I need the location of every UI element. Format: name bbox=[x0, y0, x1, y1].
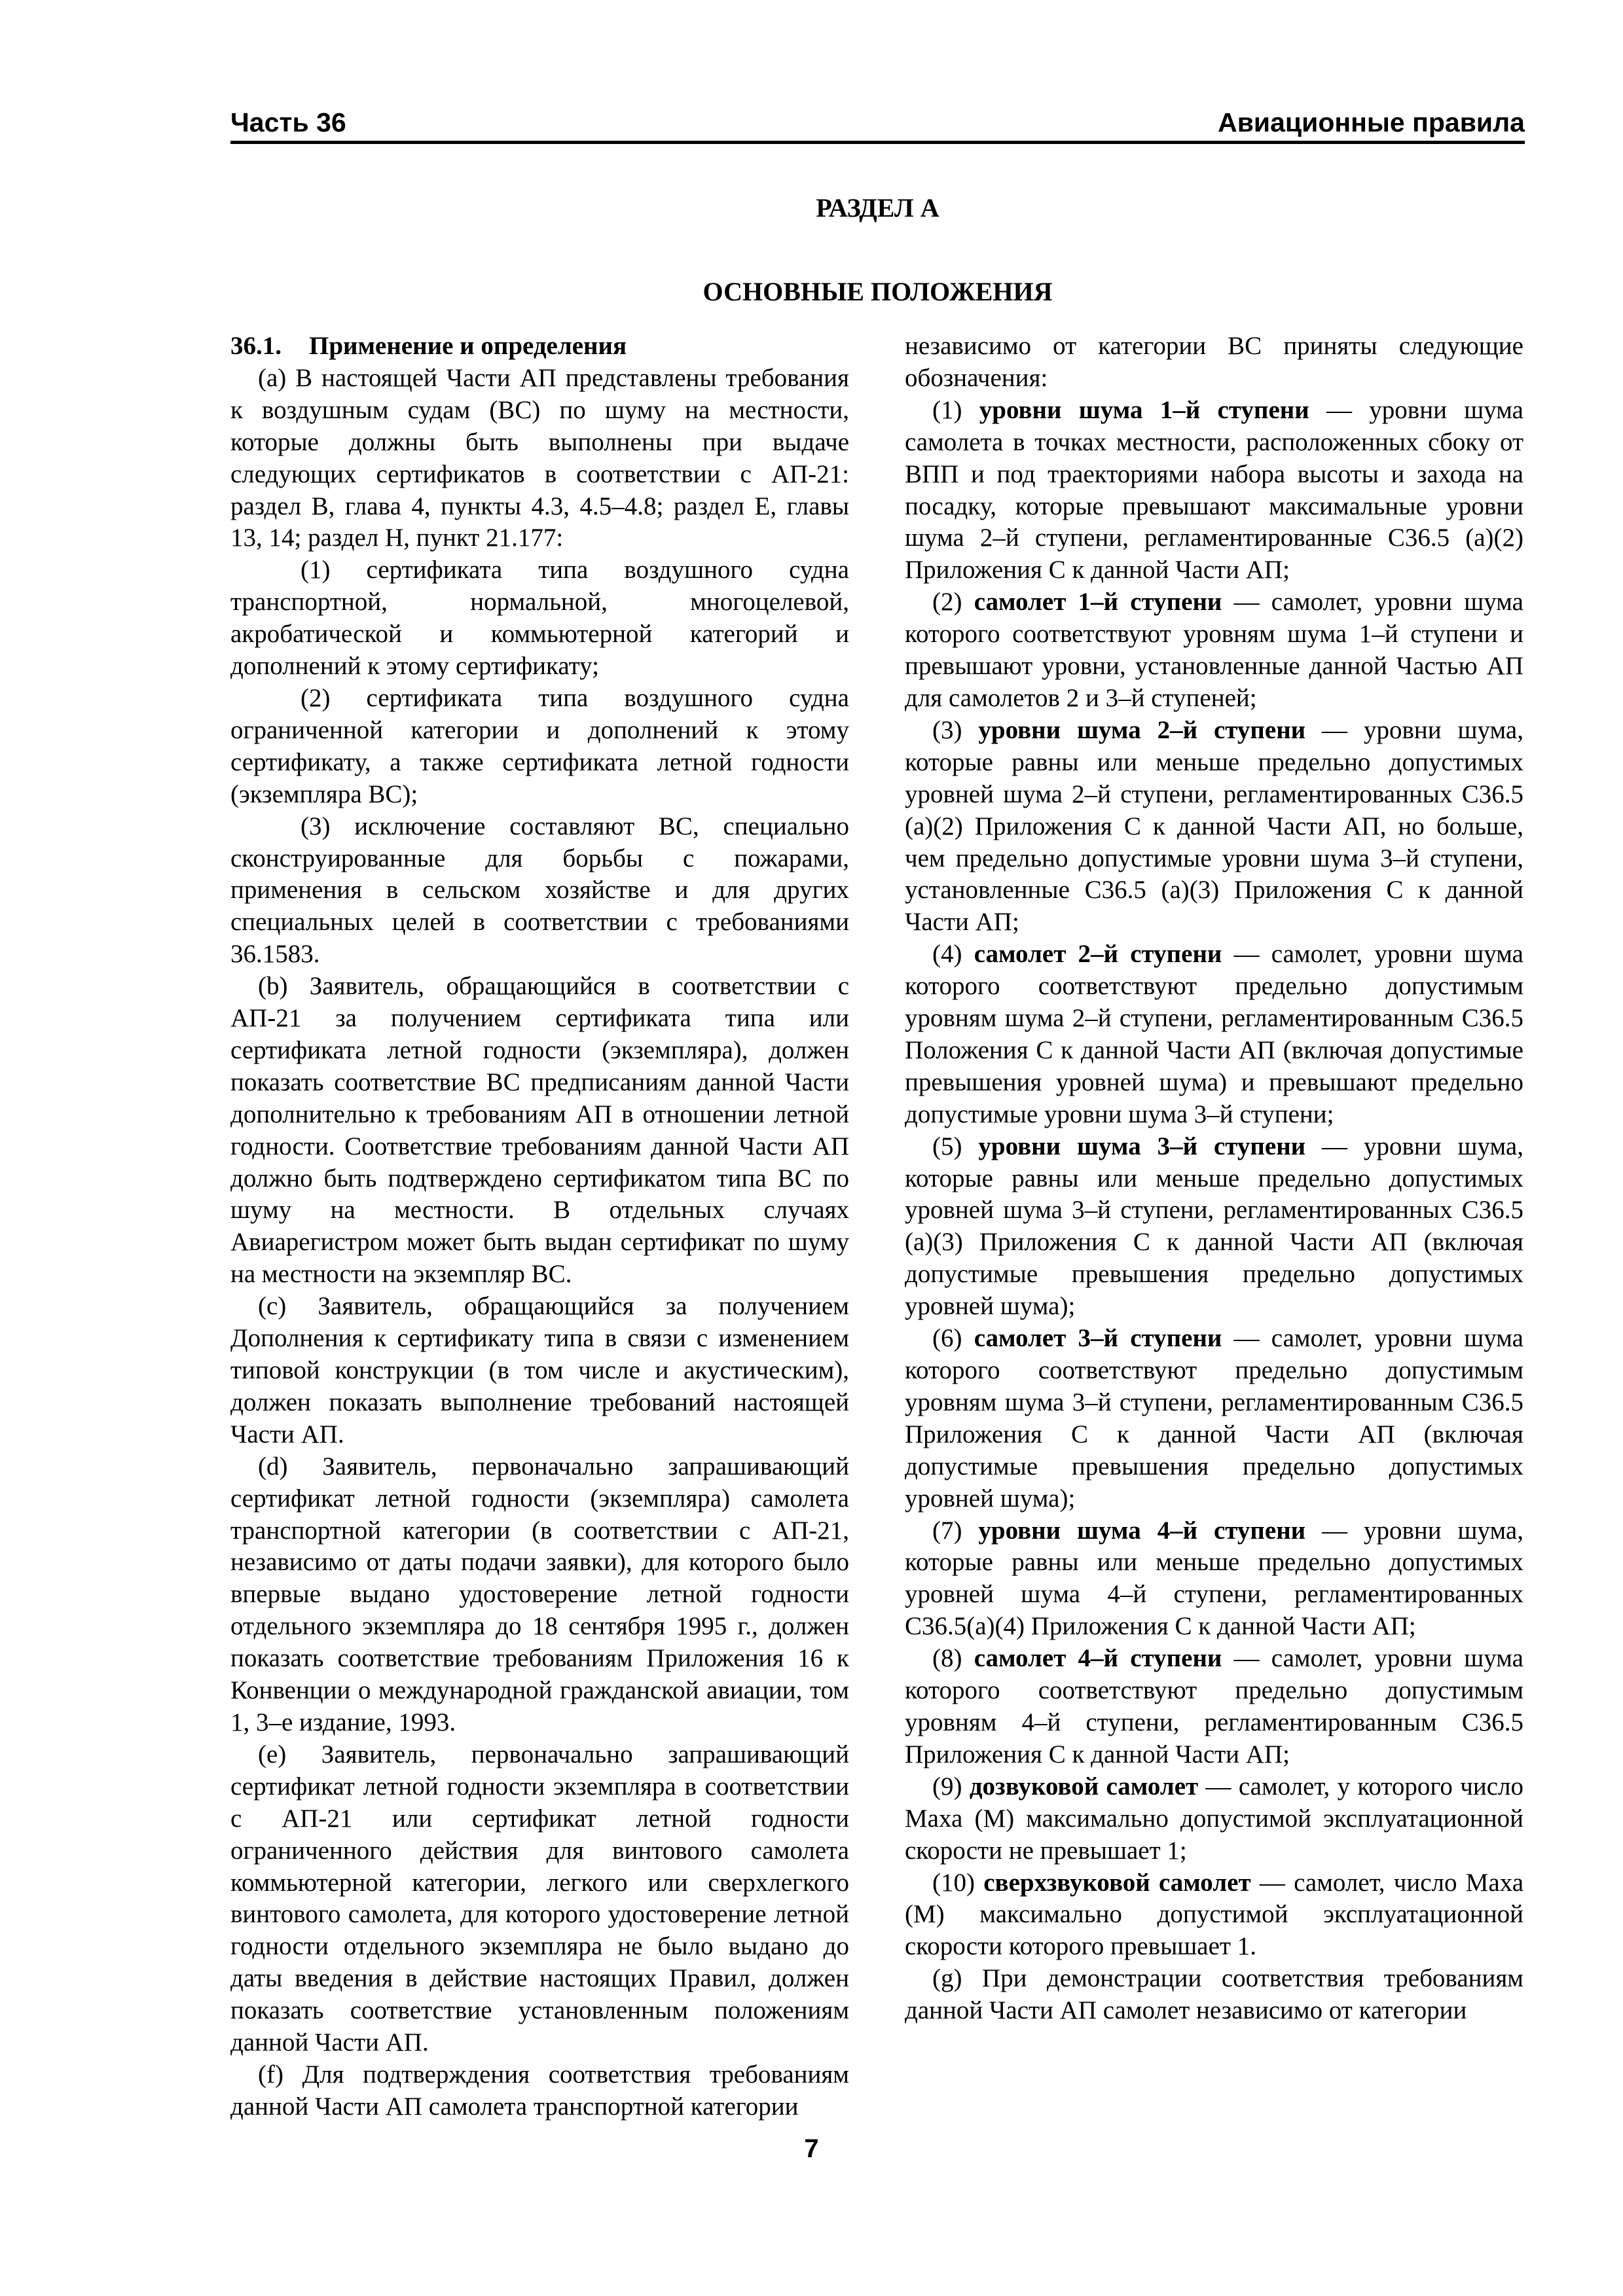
paragraph-b: (b) Заявитель, обращающийся в соответствии с АП-21 за получением сертификата типа или сертификата летной годности (экземпляра), должен показать соответствие ВС предписаниям данной Части дополнительно к требованиям АП в отношении летной годности. Соответствие требованиям данной Части АП должно быть подтверждено сертификатом типа ВС по шуму на местности. В отдельных случаях Авиарегистром может быть выдан сертификат по шуму на местности на экземпляр ВС. bbox=[230, 972, 849, 1289]
paragraph-a1: (1) сертификата типа воздушного судна транспортной, нормальной, многоцелевой, акробатической и коммьютерной категорий и дополнений к этому сертификату; bbox=[230, 556, 849, 681]
definition-text: — уровни шума, которые равны или меньше предельно допустимых уровней шума 4–й ступени, регламентированных С36.5(а)(4) Приложения С к данной Части АП; bbox=[905, 1516, 1523, 1641]
section-heading bbox=[230, 190, 1525, 352]
definition-text: — самолет, у которого число Маха (М) максимально допустимой эксплуатационной скорости не превышает 1; bbox=[905, 1772, 1523, 1865]
definition-number: (9) bbox=[932, 1772, 970, 1801]
header-part-label: Часть 36 bbox=[230, 107, 346, 137]
definition-text: — уровни шума, которые равны или меньше предельно допустимых уровней шума 2–й ступени, регламентированных С36.5 (а)(2) Приложения С к данной Части АП, но больше, чем предельно допустимые уровни шума 3–й ступени, установленные С36.5 (а)(3) Приложения С к данной Части АП; bbox=[905, 715, 1523, 937]
definition-number: (8) bbox=[932, 1644, 974, 1673]
paragraph-a2: (2) сертификата типа воздушного судна ограниченной категории и дополнений к этому сертификату, а также сертификата летной годности (экземпляра ВС); bbox=[230, 683, 849, 808]
definition-number: (6) bbox=[932, 1324, 974, 1353]
paragraph-a: (а) В настоящей Части АП представлены требования к воздушным судам (ВС) по шуму на местности, которые должны быть выполнены при выдаче следующих сертификатов в соответствии с АП-21: раздел B, глава 4, пункты 4.3, 4.5–4.8; раздел E, главы 13, 14; раздел H, пункт 21.177: bbox=[230, 363, 849, 552]
definition-term: самолет 2–й ступени bbox=[974, 940, 1222, 969]
definition-number: (3) bbox=[932, 715, 979, 744]
definition-text: — самолет, уровни шума которого соответствуют предельно допустимым уровням шума 2–й ступени, регламентированным С36.5 Положения С к данной Части АП (включая допустимые превышения уровней шума) и превышают предельно допустимые уровни шума 3–й ступени; bbox=[905, 940, 1523, 1128]
definition-number: (5) bbox=[932, 1132, 979, 1160]
definition-term: самолет 1–й ступени bbox=[974, 588, 1222, 617]
definition-number: (2) bbox=[932, 588, 974, 617]
definitions-list bbox=[905, 395, 1523, 1963]
definition-number: (7) bbox=[932, 1516, 979, 1545]
paragraph-f-continued: независимо от категории ВС приняты следующие обозначения: bbox=[905, 332, 1523, 392]
definition-text: — самолет, уровни шума которого соответствуют уровням шума 1–й ступени и превышают уровни, установленные данной Частью АП для самолетов 2 и 3–й ступеней; bbox=[905, 588, 1523, 712]
definition-term: уровни шума 2–й ступени bbox=[978, 715, 1306, 744]
definition-item bbox=[905, 1867, 1523, 1964]
section-subtitle: ОСНОВНЫЕ ПОЛОЖЕНИЯ bbox=[702, 277, 1053, 306]
definition-text: — самолет, уровни шума которого соответствуют предельно допустимым уровням 4–й ступени, регламентированным С36.5 Приложения С к данной Части АП; bbox=[905, 1644, 1523, 1768]
definition-term: самолет 4–й ступени bbox=[974, 1644, 1222, 1673]
definition-item bbox=[905, 1771, 1523, 1867]
paragraph-e: (e) Заявитель, первоначально запрашивающий сертификат летной годности экземпляра в соответствии с АП-21 или сертификат летной годности ограниченного действия для винтового самолета коммьютерной категории, легкого или сверхлегкого винтового самолета, для которого удостоверение летной годности отдельного экземпляра не было выдано до даты введения в действие настоящих Правил, должен показать соответствие установленным положениям данной Части АП. bbox=[230, 1740, 849, 2057]
section-title: РАЗДЕЛ А bbox=[816, 193, 939, 223]
definition-term: уровни шума 3–й ступени bbox=[978, 1132, 1306, 1160]
definition-item bbox=[905, 1323, 1523, 1515]
header-rule bbox=[230, 141, 1525, 144]
definition-term: уровни шума 4–й ступени bbox=[978, 1516, 1306, 1545]
definition-term: самолет 3–й ступени bbox=[974, 1324, 1222, 1353]
definition-text: — уровни шума, которые равны или меньше предельно допустимых уровней шума 3–й ступени, регламентированных С36.5 (а)(3) Приложения С к данной Части АП (включая допустимые превышения предельно допустимых уровней шума); bbox=[905, 1132, 1523, 1321]
paragraph-f: (f) Для подтверждения соответствия требованиям данной Части АП самолета транспортной категории bbox=[230, 2060, 849, 2121]
paragraph-g: (g) При демонстрации соответствия требованиям данной Части АП самолет независимо от категории bbox=[905, 1964, 1523, 2025]
clause-number: 36.1. bbox=[230, 332, 282, 360]
definition-number: (10) bbox=[932, 1868, 984, 1897]
running-header bbox=[230, 103, 1525, 144]
header-document-title: Авиационные правила bbox=[1218, 107, 1525, 137]
definition-item bbox=[905, 586, 1523, 715]
definition-number: (1) bbox=[932, 395, 979, 424]
definition-item bbox=[905, 939, 1523, 1130]
definition-term: дозвуковой самолет bbox=[969, 1772, 1199, 1801]
paragraph-a3: (3) исключение составляют ВС, специально сконструированные для борьбы с пожарами, применения в сельском хозяйстве и для других специальных целей в соответствии с требованиями 36.1583. bbox=[230, 812, 849, 969]
definition-item bbox=[905, 1515, 1523, 1643]
definition-text: — самолет, уровни шума которого соответствуют предельно допустимым уровням шума 3–й ступени, регламентированным С36.5 Приложения С к данной Части АП (включая допустимые превышения предельно допустимых уровней шума); bbox=[905, 1324, 1523, 1513]
page-number: 7 bbox=[804, 2134, 819, 2163]
left-column bbox=[230, 331, 849, 2123]
right-column bbox=[905, 331, 1523, 2027]
definition-item bbox=[905, 395, 1523, 586]
definition-term: сверхзвуковой самолет bbox=[983, 1868, 1251, 1897]
definition-item bbox=[905, 1643, 1523, 1771]
definition-item bbox=[905, 715, 1523, 939]
definition-text: — уровни шума самолета в точках местности, расположенных сбоку от ВПП и под траекториями набора высоты и захода на посадку, которые превышают максимальные уровни шума 2–й ступени, регламентированные С36.5 (а)(2) Приложения С к данной Части АП; bbox=[905, 395, 1523, 584]
clause-title: Применение и определения bbox=[309, 332, 627, 360]
definition-item bbox=[905, 1131, 1523, 1323]
paragraph-d: (d) Заявитель, первоначально запрашивающий сертификат летной годности (экземпляра) самолета транспортной категории (в соответствии с АП-21, независимо от даты подачи заявки), для которого было впервые выдано удостоверение летной годности отдельного экземпляра до 18 сентября 1995 г., должен показать соответствие требованиям Приложения 16 к Конвенции о международной гражданской авиации, том 1, 3–е издание, 1993. bbox=[230, 1452, 849, 1736]
definition-term: уровни шума 1–й ступени bbox=[979, 395, 1309, 424]
definition-number: (4) bbox=[932, 940, 974, 969]
definition-text: — самолет, число Маха (М) максимально допустимой эксплуатационной скорости которого превышает 1. bbox=[905, 1868, 1524, 1961]
paragraph-c: (c) Заявитель, обращающийся за получением Дополнения к сертификату типа в связи с изменением типовой конструкции (в том числе и акустическим), должен показать выполнение требований настоящей Части АП. bbox=[230, 1292, 849, 1448]
clause-heading bbox=[230, 331, 849, 363]
